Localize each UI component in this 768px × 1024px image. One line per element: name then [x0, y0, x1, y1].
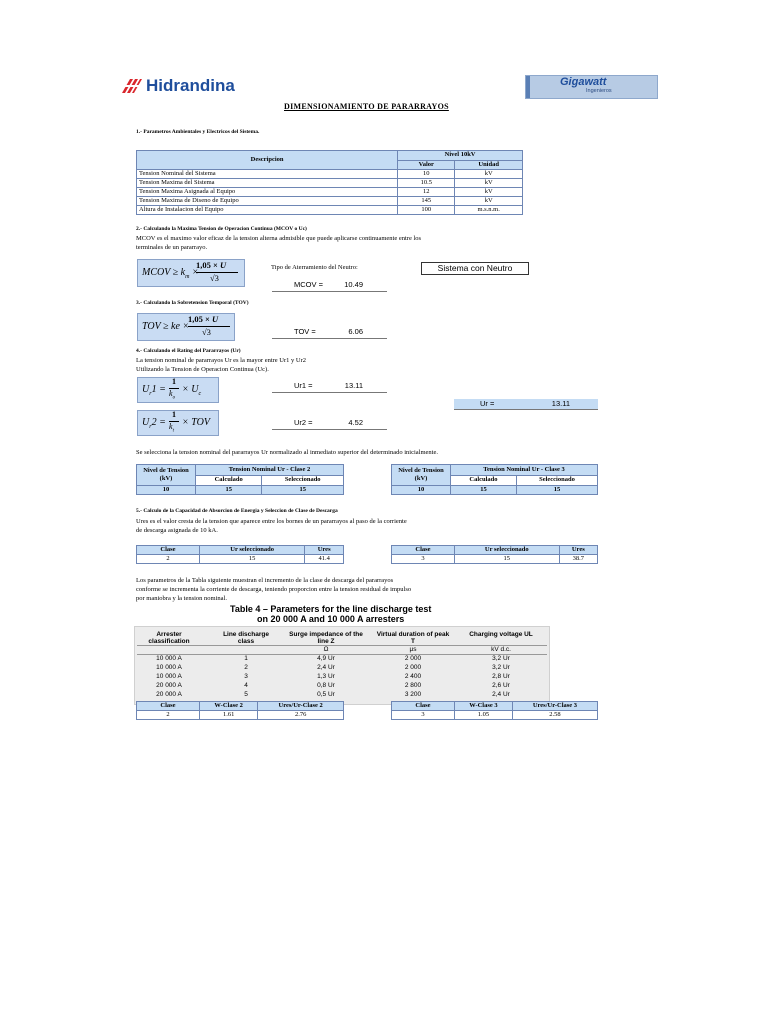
- col-nivel-group: Nivel 10kV: [398, 151, 523, 161]
- col-clase: Clase: [392, 702, 455, 711]
- col-calculado: Calculado: [451, 475, 517, 486]
- tov-label: TOV =: [294, 327, 316, 336]
- ur2-value: 4.52: [348, 418, 363, 427]
- ur1-formula: $U_r1$ = 1 $k_o$ × $U_c$: [137, 377, 219, 403]
- ur-label: Ur =: [480, 399, 495, 408]
- col-unidad: Unidad: [455, 160, 523, 170]
- ur2-formula: $U_r2$ = 1 $k_t$ × TOV: [137, 410, 219, 436]
- section-5-desc-2: de descarga asignada de 10 kA.: [136, 527, 218, 534]
- section-5-para-1: Los parametros de la Tabla siguiente muestran el incremento de la clase de descarga del pararrayos: [136, 577, 394, 584]
- col-descripcion: Descripcion: [137, 151, 398, 170]
- hidrandina-mark-icon: [121, 77, 143, 95]
- table4-header-0: Arrester classification: [148, 631, 190, 645]
- ur2-label: Ur2 =: [294, 418, 313, 427]
- table4-title-1: Table 4 – Parameters for the line discharge test: [230, 604, 432, 614]
- tension-nominal-clase3-table: [391, 464, 598, 495]
- tov-value: 6.06: [348, 327, 363, 336]
- tension-nominal-clase2-table: [136, 464, 344, 495]
- energia-clase3-table: [391, 701, 598, 720]
- section-5-para-2: conforme se incrementa la corriente de descarga, teniendo proporcion entre la tension residual de impulso: [136, 586, 412, 593]
- col-clase: Clase: [137, 702, 200, 711]
- ur1-label: Ur1 =: [294, 381, 313, 390]
- table-row: Tension Maxima de Diseno de Equipo 145 kV: [137, 197, 523, 206]
- gigawatt-logo: [525, 75, 658, 99]
- ur2-result: [272, 418, 387, 430]
- col-valor: Valor: [398, 160, 455, 170]
- section-4-desc-1: La tension nominal de pararrayos Ur es la mayor entre Ur1 y Ur2: [136, 357, 307, 364]
- section-2-desc-2: terminales de un pararrayo.: [136, 244, 208, 251]
- page-title: DIMENSIONAMIENTO DE PARARRAYOS: [284, 102, 449, 111]
- col-seleccionado: Seleccionado: [262, 475, 344, 486]
- table4-header-1: Line discharge class: [223, 631, 269, 645]
- col-ures: Ures: [559, 546, 597, 555]
- mcov-label: MCOV =: [294, 280, 323, 289]
- section-5-desc-1: Ures es el valor cresta de la tension que aparece entre los bornes de un pararrayos al paso de la corriente: [136, 518, 407, 525]
- section-5-para-3: por maniobra y la tension nominal.: [136, 595, 227, 602]
- table-row: Tension Maxima Asignada al Equipo 12 kV: [137, 188, 523, 197]
- table4-parameters: Arrester classification Line discharge class Surge impedance of the line Z Virtual duration of peak T Charging voltage UL Ω μs kV d.c. 10 000 A 1 4,9 Ur 2 000 3,2 Ur 10 000 A 2 2,4 Ur 2 000 3,2 Ur 10 000 A 3 1,3 Ur 2 400 2,8 Ur 20 000 A 4 0,8 Ur 2 800 2,6 Ur 20 000 A 5 0,5 Ur 3 200 2,4 Ur: [134, 626, 550, 705]
- col-ratio: Ures/Ur-Clase 2: [258, 702, 344, 711]
- col-nivel-tension: Nivel de Tension (kV): [392, 465, 451, 486]
- section-5-heading: 5.- Calculo de la Capacidad de Absorcion de Energia y Seleccion de Clase de Descarga: [136, 508, 338, 514]
- ures-clase3-table: [391, 545, 598, 564]
- mcov-formula: MCOV ≥ $k_m$ × 1,05 × U √3: [137, 259, 245, 287]
- hidrandina-logo: [121, 76, 256, 96]
- table4-header-3: Virtual duration of peak T: [376, 631, 450, 645]
- section-2-heading: 2.- Calculando la Maxima Tension de Operacion Continua (MCOV o Uc): [136, 226, 307, 232]
- table-row: Tension Maxima del Sistema 10.5 kV: [137, 179, 523, 188]
- col-ratio: Ures/Ur-Clase 3: [512, 702, 597, 711]
- ur-value: 13.11: [551, 399, 570, 408]
- table-row: 10 15 15: [137, 486, 344, 495]
- table-row: Tension Nominal del Sistema 10 kV: [137, 170, 523, 179]
- table4-title-2: on 20 000 A and 10 000 A arresters: [257, 614, 405, 624]
- table-row: 2 15 41.4: [137, 555, 344, 564]
- col-w: W-Clase 2: [200, 702, 258, 711]
- energia-clase2-table: [136, 701, 344, 720]
- section-1-heading: 1.- Parametros Ambientales y Electricos del Sistema.: [136, 129, 260, 135]
- tipo-aterramiento-select[interactable]: Sistema con Neutro: [421, 262, 529, 275]
- table-row: 2 1.61 2.76: [137, 711, 344, 720]
- col-group: Tension Nominal Ur - Clase 3: [451, 465, 598, 476]
- table-row: 10 15 15: [392, 486, 598, 495]
- ur1-value: 13.11: [344, 381, 363, 390]
- table4-header-2: Surge impedance of the line Z: [289, 631, 363, 645]
- section-2-desc-1: MCOV es el maximo valor eficaz de la tension alterna admisible que puede aplicarse continuamente entre los: [136, 235, 422, 242]
- col-w: W-Clase 3: [455, 702, 513, 711]
- section-3-heading: 3.- Calculando la Sobretension Temporal (TOV): [136, 300, 249, 306]
- ures-clase2-table: [136, 545, 344, 564]
- col-ures: Ures: [305, 546, 344, 555]
- table-row: 3 1.05 2.58: [392, 711, 598, 720]
- mcov-result: [272, 280, 387, 292]
- col-nivel-tension: Nivel de Tension (kV): [137, 465, 196, 486]
- system-parameters-table: [136, 150, 523, 215]
- col-clase: Clase: [392, 546, 455, 555]
- col-ur-seleccionado: Ur seleccionado: [455, 546, 560, 555]
- gigawatt-logo-subtext: Ingenieros: [586, 88, 612, 94]
- gigawatt-logo-text: Gigawatt: [560, 76, 607, 88]
- tov-formula: TOV ≥ ke × 1,05 × U √3: [137, 313, 235, 341]
- section-4-desc-2: Utilizando la Tension de Operacion Continua (Uc).: [136, 366, 269, 373]
- selection-note: Se selecciona la tension nominal del pararrayos Ur normalizado al inmediato superior del determinado inicialmente.: [136, 449, 438, 456]
- col-group: Tension Nominal Ur - Clase 2: [196, 465, 344, 476]
- col-clase: Clase: [137, 546, 200, 555]
- table4-header-4: Charging voltage UL: [469, 631, 533, 638]
- tipo-aterramiento-label: Tipo de Aterramiento del Neutro:: [271, 264, 358, 271]
- col-seleccionado: Seleccionado: [516, 475, 597, 486]
- table-row: Altura de Instalacion del Equipo 100 m.s.n.m.: [137, 206, 523, 215]
- mcov-value: 10.49: [344, 280, 363, 289]
- hidrandina-logo-text: Hidrandina: [146, 76, 235, 95]
- ur-result: [454, 399, 598, 410]
- table-row: 3 15 38.7: [392, 555, 598, 564]
- ur1-result: [272, 381, 387, 393]
- col-ur-seleccionado: Ur seleccionado: [200, 546, 305, 555]
- tov-result: [272, 327, 387, 339]
- section-4-heading: 4.- Calculando el Rating del Pararrayos (Ur): [136, 348, 241, 354]
- col-calculado: Calculado: [196, 475, 262, 486]
